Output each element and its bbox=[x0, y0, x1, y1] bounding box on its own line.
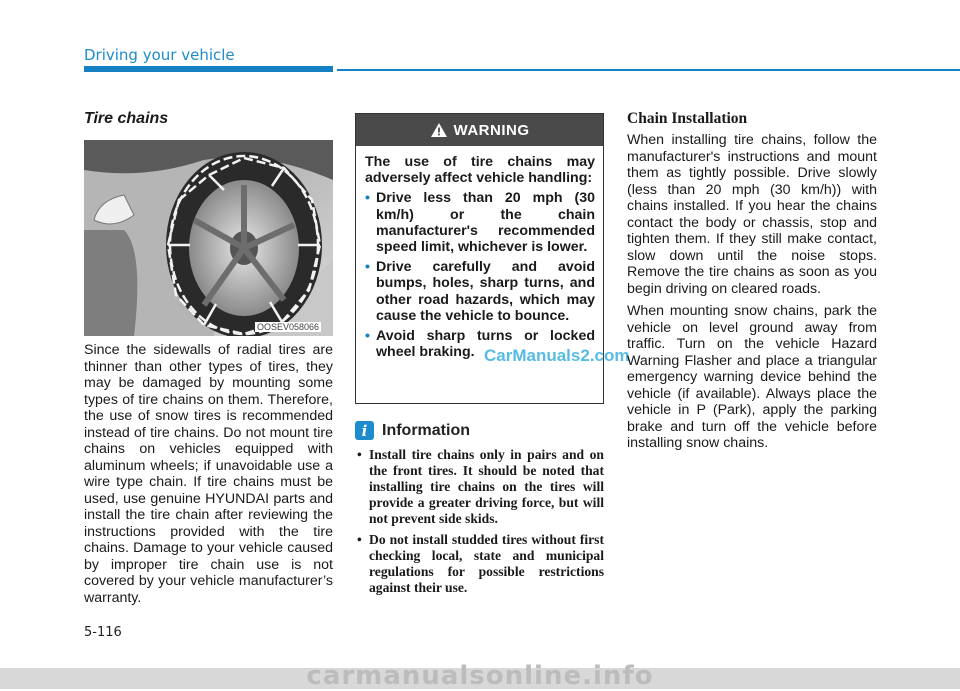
information-list bbox=[355, 447, 604, 601]
chain-installation-paragraph: When mounting snow chains, park the vehicle on level ground away from traffic. Turn on the vehicle Hazard Warning Flasher and place a triangular emergency warning device behind the vehicle (if available). Always place the vehicle in P (Park), apply the parking brake and turn off the vehicle before installing snow chains. bbox=[627, 303, 877, 451]
page-number: 5-116 bbox=[84, 625, 122, 640]
header-rule-thick bbox=[84, 66, 333, 72]
footer-watermark[interactable]: carmanualsonline.info bbox=[306, 661, 654, 691]
tire-chain-photo bbox=[84, 140, 333, 336]
header-rule-thin bbox=[337, 69, 960, 71]
tire-chains-title: Tire chains bbox=[84, 110, 169, 127]
chain-installation-title: Chain Installation bbox=[627, 110, 748, 127]
info-icon: i bbox=[355, 421, 374, 440]
information-item: • Do not install studded tires without first checking local, state and municipal regulations for possible restrictions against their use. bbox=[355, 532, 604, 596]
image-code: OOSEV058066 bbox=[257, 322, 320, 332]
information-title: Information bbox=[382, 422, 470, 439]
warning-item: • Avoid sharp turns or locked wheel braking. bbox=[365, 328, 595, 360]
section-header: Driving your vehicle bbox=[84, 46, 235, 64]
warning-intro: The use of tire chains may adversely affect vehicle handling: bbox=[365, 154, 595, 187]
warning-item: • Drive carefully and avoid bumps, holes, sharp turns, and other road hazards, which may cause the vehicle to bounce. bbox=[365, 259, 595, 324]
tire-chains-paragraph: Since the sidewalls of radial tires are thinner than other types of tires, they may be damaged by mounting some types of tire chains on them. Therefore, the use of snow tires is recommended instead of tire chains. Do not mount tire chains on vehicles equipped with aluminum wheels; if unavoidable use a wire type chain. If tire chains must be used, use genuine HYUNDAI parts and install the tire chain after reviewing the instructions provided with the tire chains. Damage to your vehicle caused by improper tire chain use is not covered by your vehicle manufacturer’s warranty. bbox=[84, 342, 333, 606]
warning-item: • Drive less than 20 mph (30 km/h) or the chain manufacturer's recommended speed limit, whichever is lower. bbox=[365, 190, 595, 255]
chain-installation-text bbox=[627, 132, 877, 458]
chain-installation-paragraph: When installing tire chains, follow the manufacturer's instructions and mount them as tightly possible. Drive slowly (less than 20 mph (30 km/h)) with chains installed. If you hear the chains contact the body or chassis, stop and tighten them. If they still make contact, slow down until the noise stops. Remove the tire chains as soon as you begin driving on cleared roads. bbox=[627, 132, 877, 297]
warning-triangle-icon bbox=[430, 122, 448, 138]
tire-chain-illustration bbox=[84, 140, 333, 336]
warning-label: WARNING bbox=[453, 121, 530, 139]
warning-list bbox=[365, 190, 595, 360]
warning-header bbox=[356, 114, 603, 146]
watermark-text[interactable]: CarManuals2.com bbox=[484, 346, 630, 365]
information-item: • Install tire chains only in pairs and on the front tires. It should be noted that installing tire chains on the tires will provide a greater driving force, but will not prevent side skids. bbox=[355, 447, 604, 527]
